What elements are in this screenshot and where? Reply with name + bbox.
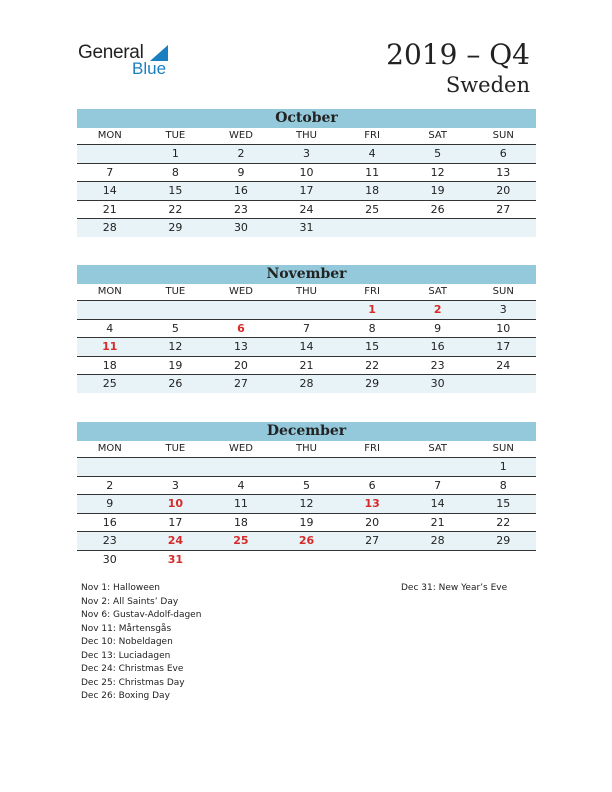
- week-row: [77, 514, 536, 533]
- week-row: [77, 338, 536, 357]
- day-cell: 26: [298, 534, 315, 547]
- day-cell: 1: [171, 147, 179, 160]
- month-october: [77, 109, 536, 237]
- weekday-label: FRI: [364, 286, 380, 297]
- weekday-label: WED: [228, 443, 253, 454]
- day-cell: [470, 219, 536, 237]
- day-cell: [405, 219, 471, 237]
- day-cell: 29: [168, 221, 183, 234]
- day-cell: 11: [233, 497, 248, 510]
- weekday-label: SAT: [428, 286, 448, 297]
- day-cell: 29: [365, 377, 380, 390]
- weekday-label: FRI: [364, 443, 380, 454]
- week-row: [77, 164, 536, 183]
- day-cell: 23: [102, 534, 117, 547]
- day-cell: 1: [368, 303, 376, 316]
- holiday-note: Dec 25: Christmas Day: [81, 677, 185, 688]
- day-cell: 12: [299, 497, 314, 510]
- day-cell: 21: [430, 515, 445, 529]
- weekday-label: TUE: [165, 443, 186, 454]
- day-cell: 6: [237, 321, 245, 335]
- day-cell: 27: [365, 534, 380, 547]
- day-cell: 4: [368, 147, 376, 160]
- day-cell: [339, 551, 405, 569]
- day-cell: 25: [233, 534, 249, 547]
- day-cell: 12: [430, 165, 445, 179]
- page-title: 2019 – Q4: [386, 38, 530, 71]
- day-cell: 18: [102, 358, 117, 372]
- day-cell: 19: [299, 515, 314, 529]
- holiday-note: Dec 10: Nobeldagen: [81, 637, 173, 647]
- day-cell: 24: [496, 358, 511, 372]
- day-cell: 3: [303, 147, 311, 160]
- weekday-label: SUN: [492, 130, 514, 141]
- week-row: [77, 375, 536, 393]
- day-cell: [405, 458, 471, 476]
- weekday-label: WED: [228, 286, 253, 297]
- day-cell: [274, 458, 340, 476]
- day-cell: 24: [299, 202, 314, 216]
- day-cell: [208, 458, 274, 476]
- day-cell: [274, 551, 340, 569]
- day-cell: 20: [233, 358, 248, 372]
- week-row: [77, 477, 536, 496]
- day-cell: 28: [430, 534, 445, 547]
- week-row: [77, 551, 536, 569]
- day-cell: [77, 301, 143, 319]
- logo-general-text: General: [78, 42, 144, 63]
- day-cell: 12: [168, 340, 183, 353]
- day-cell: 17: [299, 184, 314, 197]
- holiday-note: Dec 24: Christmas Eve: [81, 664, 184, 674]
- day-cell: 15: [496, 497, 511, 510]
- day-cell: 7: [303, 321, 311, 335]
- day-cell: 31: [167, 552, 184, 566]
- month-title: October: [77, 109, 536, 128]
- day-cell: 23: [430, 358, 445, 372]
- day-cell: 16: [233, 184, 248, 197]
- weekday-label: TUE: [165, 286, 186, 297]
- day-cell: 4: [106, 321, 114, 335]
- day-cell: 16: [430, 340, 445, 353]
- day-cell: 28: [299, 377, 314, 390]
- month-december: [77, 422, 536, 568]
- weekday-label: MON: [97, 130, 122, 141]
- weekday-label: WED: [228, 130, 253, 141]
- holiday-note: Dec 31: New Year’s Eve: [401, 583, 508, 593]
- day-cell: [339, 458, 405, 476]
- weekday-label: MON: [97, 443, 122, 454]
- day-cell: 4: [237, 478, 245, 492]
- day-cell: 27: [496, 202, 511, 216]
- week-row: [77, 145, 536, 164]
- weekday-label: SAT: [428, 130, 448, 141]
- day-cell: 22: [168, 202, 183, 216]
- day-cell: 30: [102, 552, 117, 566]
- day-cell: 6: [368, 478, 376, 492]
- day-cell: 11: [365, 165, 380, 179]
- weekday-label: SAT: [428, 443, 448, 454]
- logo-blue-text: Blue: [132, 59, 167, 78]
- day-cell: 25: [365, 202, 380, 216]
- generalblue-logo: [78, 42, 178, 82]
- day-cell: 16: [102, 515, 117, 529]
- day-cell: 8: [171, 165, 179, 179]
- day-cell: [208, 551, 274, 569]
- week-row: [77, 458, 536, 477]
- day-cell: 31: [299, 221, 314, 234]
- weekday-label: SUN: [492, 286, 514, 297]
- weekday-label: SUN: [492, 443, 514, 454]
- day-cell: 21: [102, 202, 117, 216]
- holiday-note: Dec 13: Luciadagen: [81, 650, 171, 661]
- day-cell: 6: [499, 147, 507, 160]
- weekday-header-row: [77, 284, 536, 301]
- day-cell: 15: [168, 184, 183, 197]
- weekday-label: THU: [296, 130, 317, 141]
- day-cell: 13: [364, 497, 380, 510]
- month-november: [77, 265, 536, 393]
- week-row: [77, 201, 536, 220]
- weekday-label: THU: [296, 286, 317, 297]
- month-title: November: [77, 265, 536, 284]
- day-cell: 29: [496, 534, 511, 547]
- day-cell: 15: [365, 340, 380, 353]
- day-cell: 5: [303, 478, 311, 492]
- day-cell: [77, 458, 143, 476]
- day-cell: 22: [496, 515, 511, 529]
- day-cell: 18: [233, 515, 248, 529]
- holiday-note: Nov 11: Mårtensgås: [81, 623, 172, 634]
- day-cell: [274, 301, 340, 319]
- day-cell: 7: [106, 165, 114, 179]
- day-cell: 5: [171, 321, 179, 335]
- day-cell: 23: [233, 202, 248, 216]
- day-cell: 3: [171, 478, 179, 492]
- day-cell: 10: [167, 497, 184, 510]
- weekday-header-row: [77, 128, 536, 145]
- day-cell: 18: [365, 184, 380, 197]
- weekday-label: FRI: [364, 130, 380, 141]
- day-cell: 2: [106, 478, 114, 492]
- weekday-header-row: [77, 441, 536, 458]
- holiday-notes-left: [81, 582, 201, 704]
- day-cell: [143, 458, 209, 476]
- month-title: December: [77, 422, 536, 441]
- day-cell: 8: [368, 321, 376, 335]
- day-cell: 20: [496, 184, 511, 197]
- week-row: [77, 495, 536, 514]
- day-cell: [208, 301, 274, 319]
- day-cell: 22: [365, 358, 380, 372]
- day-cell: 19: [168, 358, 183, 372]
- day-cell: [339, 219, 405, 237]
- day-cell: 20: [365, 515, 380, 529]
- holiday-note: Nov 2: All Saints’ Day: [81, 596, 179, 607]
- holiday-note: Nov 1: Halloween: [81, 583, 160, 593]
- holiday-notes-right: [401, 582, 507, 596]
- day-cell: 17: [496, 340, 511, 353]
- day-cell: 9: [434, 321, 442, 335]
- weekday-label: THU: [296, 443, 317, 454]
- week-row: [77, 219, 536, 237]
- day-cell: 14: [102, 184, 117, 197]
- day-cell: 14: [430, 497, 445, 510]
- country-name: Sweden: [445, 73, 530, 97]
- day-cell: 26: [430, 202, 445, 216]
- day-cell: 2: [433, 303, 442, 316]
- day-cell: 24: [167, 534, 184, 547]
- day-cell: 8: [499, 478, 507, 492]
- day-cell: 3: [499, 303, 507, 316]
- week-row: [77, 320, 536, 339]
- day-cell: 9: [106, 497, 114, 510]
- week-row: [77, 301, 536, 320]
- day-cell: 26: [168, 377, 183, 390]
- day-cell: 25: [102, 377, 117, 390]
- weekday-label: TUE: [165, 130, 186, 141]
- day-cell: [405, 551, 471, 569]
- day-cell: [77, 145, 143, 163]
- day-cell: 10: [299, 165, 314, 179]
- day-cell: 13: [233, 340, 248, 353]
- day-cell: 5: [434, 147, 442, 160]
- day-cell: 28: [102, 221, 117, 234]
- day-cell: 19: [430, 184, 445, 197]
- day-cell: 27: [233, 377, 248, 390]
- week-row: [77, 182, 536, 201]
- day-cell: [470, 375, 536, 393]
- holiday-note: Dec 26: Boxing Day: [81, 691, 170, 701]
- day-cell: 17: [168, 515, 183, 529]
- day-cell: 2: [237, 147, 245, 160]
- day-cell: 1: [499, 460, 507, 473]
- day-cell: 10: [496, 321, 511, 335]
- week-row: [77, 532, 536, 551]
- day-cell: 14: [299, 340, 314, 353]
- day-cell: 30: [233, 221, 248, 234]
- day-cell: [143, 301, 209, 319]
- week-row: [77, 357, 536, 376]
- day-cell: 9: [237, 165, 245, 179]
- day-cell: 30: [430, 377, 445, 390]
- holiday-note: Nov 6: Gustav-Adolf-dagen: [81, 610, 202, 620]
- day-cell: [470, 551, 536, 569]
- day-cell: 11: [102, 340, 118, 353]
- day-cell: 7: [434, 478, 442, 492]
- weekday-label: MON: [97, 286, 122, 297]
- day-cell: 21: [299, 358, 314, 372]
- day-cell: 13: [496, 165, 511, 179]
